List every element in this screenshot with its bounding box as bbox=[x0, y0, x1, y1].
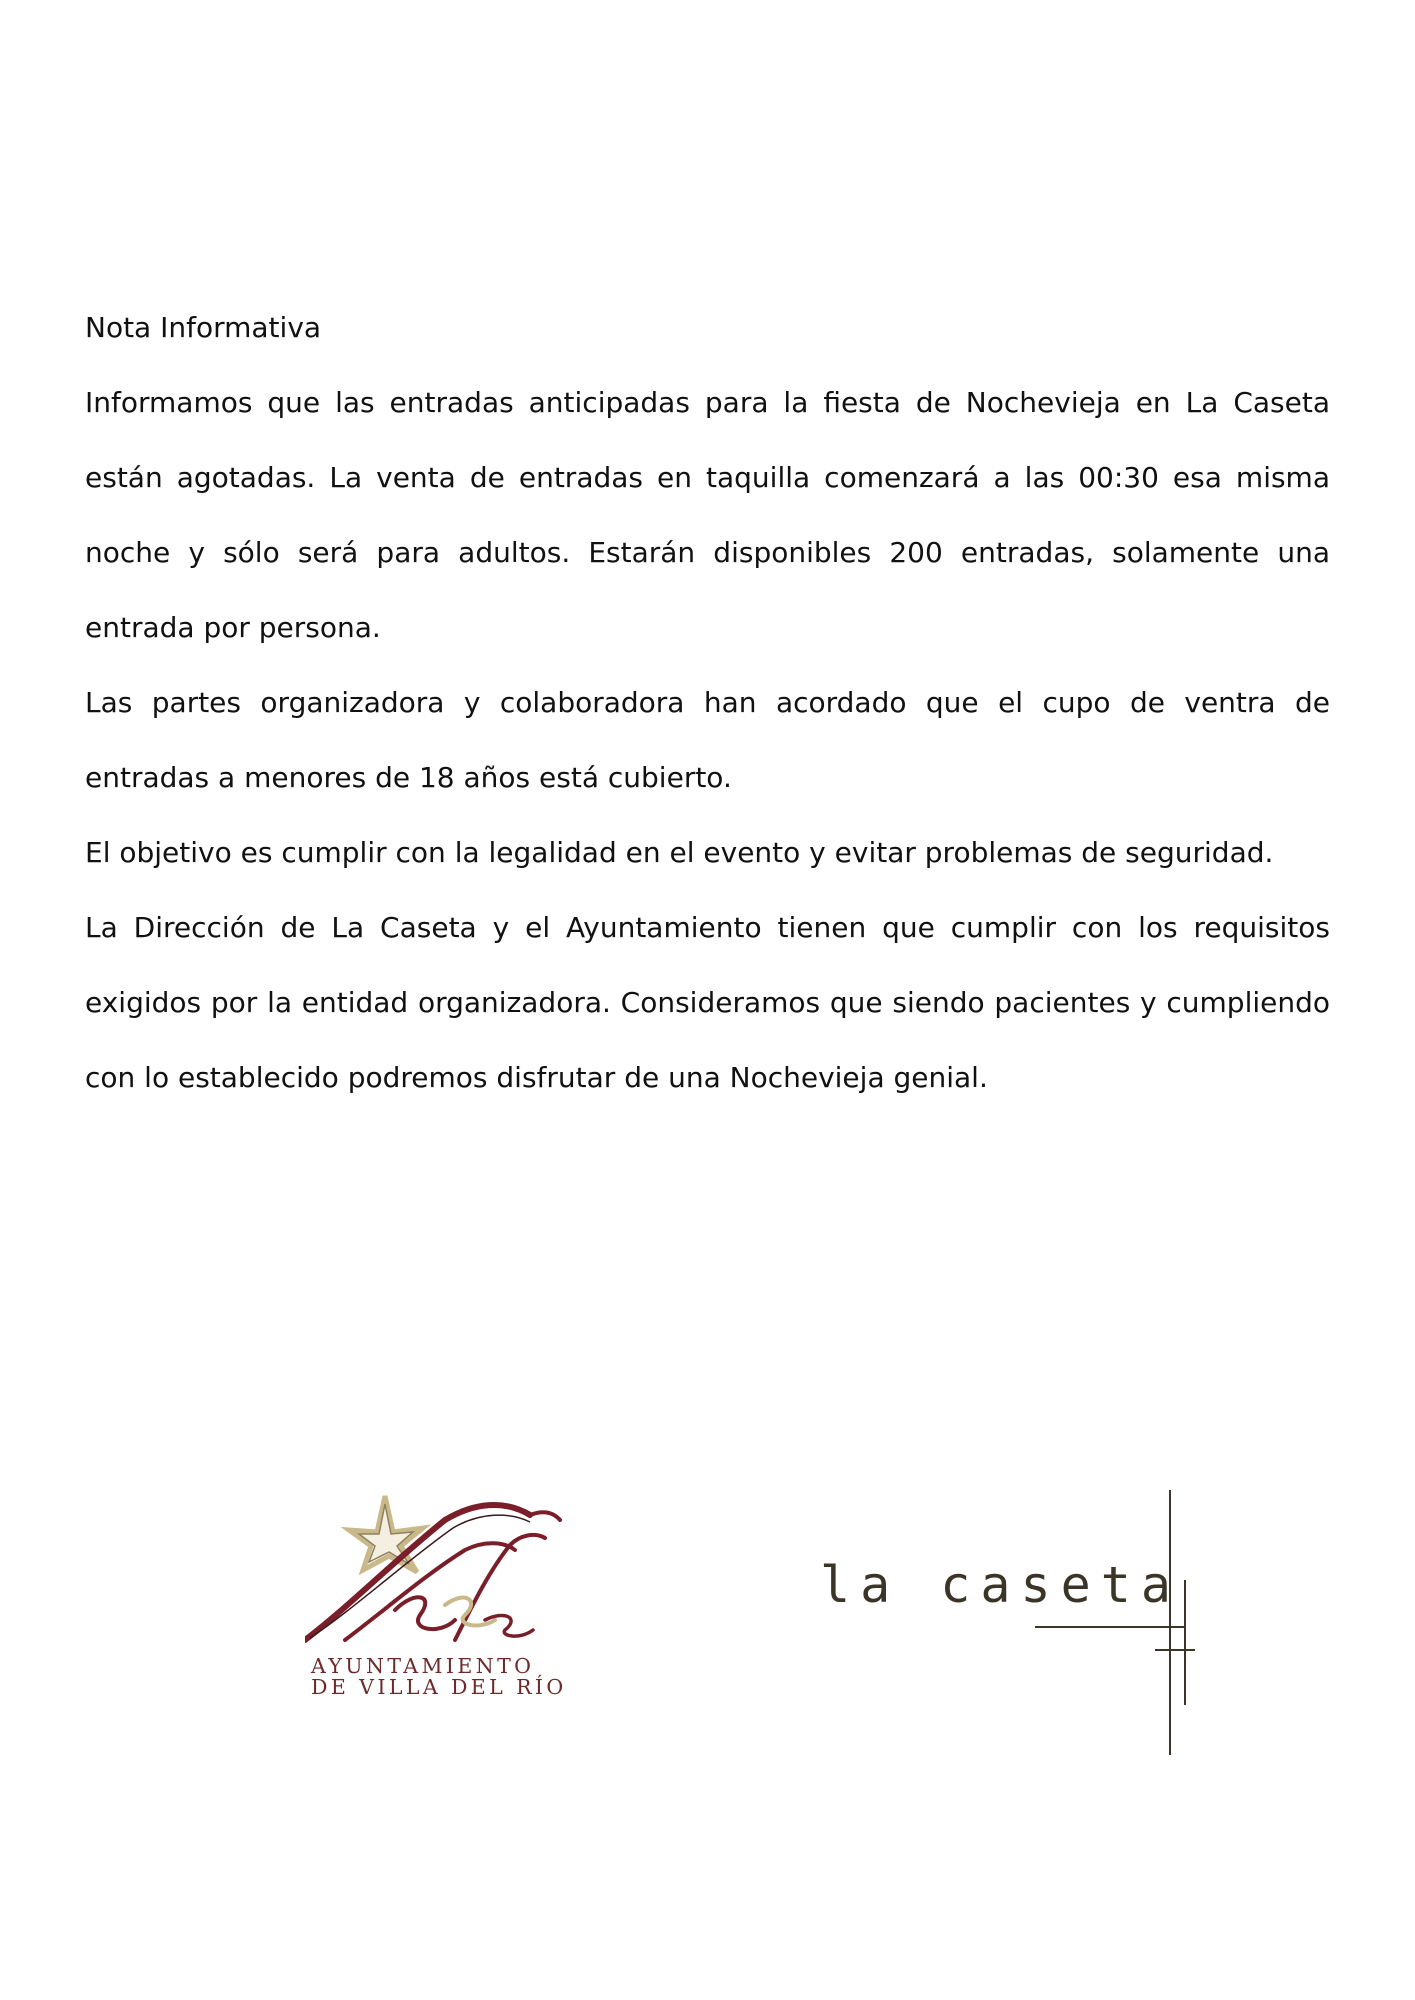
paragraph-objective: El objetivo es cumplir con la legalidad en el evento y evitar problemas de seguridad. bbox=[85, 836, 1274, 869]
paragraph-tickets-sold-out: Informamos que las entradas anticipadas para la fiesta de Nochevieja en La Caseta están agotadas. La venta de entradas en taquilla comenzará a las 00:30 esa misma noche y sólo será para adultos. Estarán disponibles 200 entradas, solamente una entrada por persona. bbox=[85, 386, 1330, 644]
la-caseta-wordmark: la caseta bbox=[820, 1556, 1181, 1614]
paragraph-minors-quota: Las partes organizadora y colaboradora han acordado que el cupo de ventra de entradas a menores de 18 años está cubierto. bbox=[85, 686, 1330, 794]
document-body bbox=[85, 290, 1330, 1115]
ayuntamiento-emblem-icon bbox=[305, 1490, 575, 1655]
document-title: Nota Informativa bbox=[85, 311, 322, 344]
la-caseta-lines-icon bbox=[810, 1490, 1230, 1770]
ayuntamiento-logo-line2: DE VILLA DEL RÍO bbox=[311, 1675, 567, 1699]
ayuntamiento-logo-line1: AYUNTAMIENTO bbox=[311, 1654, 535, 1678]
paragraph-requirements: La Dirección de La Caseta y el Ayuntamiento tienen que cumplir con los requisitos exigidos por la entidad organizadora. Consideramos que siendo pacientes y cumpliendo con lo establecido podremos disfrutar de una Nochevieja genial. bbox=[85, 911, 1330, 1094]
la-caseta-logo bbox=[810, 1490, 1230, 1770]
ayuntamiento-villa-del-rio-logo bbox=[305, 1490, 575, 1710]
